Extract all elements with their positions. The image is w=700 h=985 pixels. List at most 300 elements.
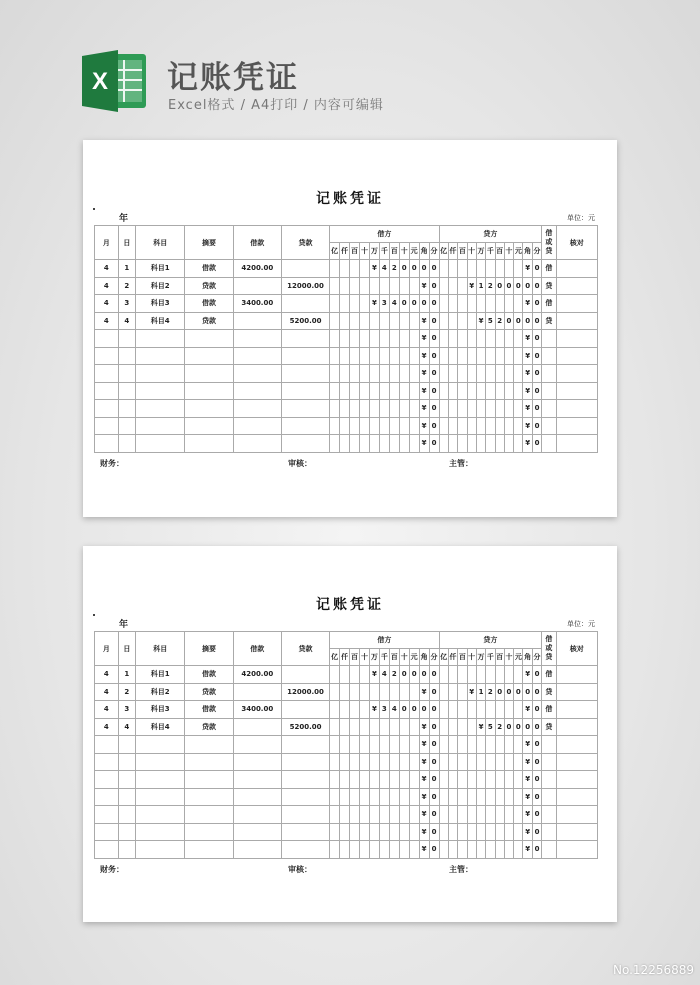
cell-month — [95, 365, 119, 383]
credit-digit-cell: 0 — [514, 718, 523, 736]
debit-digit-cell — [330, 788, 340, 806]
credit-digit-cell — [439, 277, 448, 295]
credit-digit-cell — [448, 382, 457, 400]
digit-header: 千 — [486, 649, 495, 666]
credit-digit-cell — [486, 295, 495, 313]
debit-digit-cell: 0 — [429, 788, 439, 806]
table-row — [95, 365, 598, 383]
debit-digit-cell — [399, 788, 409, 806]
debit-digit-cell — [359, 718, 369, 736]
debit-digit-cell — [379, 365, 389, 383]
cell-day — [118, 382, 135, 400]
cell-credit-amount — [281, 382, 329, 400]
credit-digit-cell — [448, 841, 457, 859]
credit-digit-cell — [476, 806, 485, 824]
debit-digit-cell — [389, 771, 399, 789]
credit-digit-cell — [495, 417, 504, 435]
credit-digit-cell: ¥ — [476, 718, 485, 736]
image-id-watermark: No.12256889 — [613, 963, 694, 977]
debit-digit-cell — [340, 823, 350, 841]
cell-debit-amount — [233, 417, 281, 435]
debit-digit-cell — [409, 330, 419, 348]
cell-check — [556, 701, 597, 719]
debit-digit-cell — [409, 771, 419, 789]
credit-digit-cell — [486, 701, 495, 719]
cell-direction — [542, 330, 556, 348]
debit-digit-cell — [399, 823, 409, 841]
credit-digit-cell: 0 — [514, 312, 523, 330]
debit-digit-cell — [389, 435, 399, 453]
cell-day — [118, 736, 135, 754]
cell-debit-amount: 3400.00 — [233, 295, 281, 313]
digit-header: 元 — [409, 649, 419, 666]
credit-digit-cell — [439, 295, 448, 313]
table-row — [95, 771, 598, 789]
credit-digit-cell — [458, 400, 467, 418]
credit-digit-cell: 5 — [486, 718, 495, 736]
credit-digit-cell — [467, 312, 476, 330]
debit-digit-cell — [369, 771, 379, 789]
cell-credit-amount — [281, 260, 329, 278]
debit-digit-cell — [350, 666, 360, 684]
credit-digit-cell — [486, 435, 495, 453]
debit-digit-cell — [340, 701, 350, 719]
debit-digit-cell — [359, 382, 369, 400]
cell-direction — [542, 841, 556, 859]
credit-digit-cell: 0 — [532, 312, 541, 330]
credit-digit-cell — [495, 771, 504, 789]
cell-check — [556, 295, 597, 313]
debit-digit-cell — [340, 312, 350, 330]
col-credit-amount: 贷款 — [281, 226, 329, 260]
cell-debit-amount — [233, 365, 281, 383]
credit-digit-cell — [467, 736, 476, 754]
credit-digit-cell: ¥ — [523, 701, 532, 719]
cell-day — [118, 400, 135, 418]
digit-header: 十 — [467, 243, 476, 260]
credit-digit-cell — [458, 347, 467, 365]
cell-month — [95, 382, 119, 400]
cell-check — [556, 330, 597, 348]
cell-check — [556, 365, 597, 383]
debit-digit-cell — [409, 823, 419, 841]
table-row — [95, 683, 598, 701]
credit-digit-cell: ¥ — [523, 347, 532, 365]
table-row — [95, 435, 598, 453]
credit-digit-cell — [467, 718, 476, 736]
credit-digit-cell — [448, 823, 457, 841]
debit-digit-cell — [369, 330, 379, 348]
credit-digit-cell — [467, 295, 476, 313]
debit-digit-cell — [350, 718, 360, 736]
cell-summary: 贷款 — [185, 277, 233, 295]
credit-digit-cell — [467, 771, 476, 789]
credit-digit-cell — [476, 400, 485, 418]
digit-header: 十 — [399, 243, 409, 260]
credit-digit-cell — [495, 330, 504, 348]
cell-summary — [185, 736, 233, 754]
credit-digit-cell — [495, 347, 504, 365]
credit-group-header: 贷方 — [439, 632, 542, 649]
credit-digit-cell — [439, 417, 448, 435]
credit-digit-cell — [504, 806, 513, 824]
debit-digit-cell: ¥ — [419, 753, 429, 771]
debit-digit-cell: 0 — [429, 312, 439, 330]
credit-digit-cell: 0 — [504, 312, 513, 330]
debit-digit-cell — [399, 683, 409, 701]
debit-digit-cell — [350, 683, 360, 701]
credit-digit-cell: ¥ — [523, 841, 532, 859]
debit-digit-cell — [379, 312, 389, 330]
debit-digit-cell: 0 — [419, 295, 429, 313]
debit-digit-cell — [359, 666, 369, 684]
cell-subject: 科目1 — [136, 666, 185, 684]
credit-digit-cell — [467, 806, 476, 824]
credit-digit-cell — [448, 701, 457, 719]
debit-digit-cell: 0 — [399, 295, 409, 313]
credit-digit-cell — [467, 365, 476, 383]
cell-check — [556, 382, 597, 400]
debit-digit-cell — [389, 365, 399, 383]
credit-digit-cell — [504, 400, 513, 418]
cell-day — [118, 753, 135, 771]
debit-digit-cell — [399, 382, 409, 400]
debit-digit-cell — [389, 683, 399, 701]
excel-icon-letter: X — [91, 68, 109, 95]
credit-digit-cell — [504, 753, 513, 771]
table-row — [95, 400, 598, 418]
cell-direction — [542, 400, 556, 418]
credit-digit-cell — [439, 683, 448, 701]
credit-digit-cell: ¥ — [523, 365, 532, 383]
debit-group-header: 借方 — [330, 226, 439, 243]
debit-digit-cell: 0 — [419, 260, 429, 278]
cell-summary: 借款 — [185, 260, 233, 278]
debit-digit-cell: 0 — [429, 277, 439, 295]
cell-debit-amount — [233, 312, 281, 330]
credit-digit-cell: 0 — [532, 330, 541, 348]
debit-digit-cell: 0 — [429, 841, 439, 859]
credit-digit-cell: 0 — [532, 736, 541, 754]
credit-digit-cell — [448, 277, 457, 295]
debit-digit-cell: 0 — [429, 823, 439, 841]
cell-debit-amount — [233, 788, 281, 806]
cell-check — [556, 753, 597, 771]
credit-digit-cell — [514, 365, 523, 383]
credit-digit-cell: 0 — [504, 683, 513, 701]
credit-digit-cell — [476, 260, 485, 278]
supervisor-label: 主管： — [449, 459, 473, 468]
debit-digit-cell — [399, 417, 409, 435]
credit-digit-cell — [439, 718, 448, 736]
debit-digit-cell — [379, 823, 389, 841]
credit-digit-cell — [476, 417, 485, 435]
credit-digit-cell: 0 — [532, 666, 541, 684]
debit-digit-cell — [340, 788, 350, 806]
credit-digit-cell — [476, 666, 485, 684]
table-row — [95, 736, 598, 754]
cell-credit-amount: 12000.00 — [281, 277, 329, 295]
table-row — [95, 277, 598, 295]
credit-digit-cell: 0 — [532, 841, 541, 859]
cell-check — [556, 683, 597, 701]
debit-digit-cell — [389, 753, 399, 771]
credit-digit-cell — [495, 295, 504, 313]
cell-credit-amount — [281, 666, 329, 684]
credit-digit-cell — [486, 823, 495, 841]
credit-digit-cell — [439, 666, 448, 684]
cell-debit-amount — [233, 806, 281, 824]
credit-digit-cell: ¥ — [523, 666, 532, 684]
credit-digit-cell — [514, 841, 523, 859]
digit-header: 千 — [379, 243, 389, 260]
credit-digit-cell — [504, 417, 513, 435]
digit-header: 百 — [495, 243, 504, 260]
debit-digit-cell — [389, 718, 399, 736]
cell-check — [556, 435, 597, 453]
digit-header: 角 — [523, 243, 532, 260]
credit-digit-cell — [486, 788, 495, 806]
debit-digit-cell — [409, 736, 419, 754]
credit-digit-cell — [486, 347, 495, 365]
voucher-sheet — [83, 140, 617, 517]
cell-summary — [185, 382, 233, 400]
credit-digit-cell: ¥ — [523, 330, 532, 348]
credit-digit-cell — [476, 701, 485, 719]
credit-digit-cell — [486, 260, 495, 278]
credit-digit-cell: 0 — [532, 435, 541, 453]
cell-credit-amount — [281, 435, 329, 453]
digit-header: 亿 — [439, 243, 448, 260]
credit-digit-cell — [486, 365, 495, 383]
debit-digit-cell — [330, 365, 340, 383]
credit-digit-cell — [448, 347, 457, 365]
debit-digit-cell — [350, 435, 360, 453]
credit-digit-cell — [495, 841, 504, 859]
finance-label: 财务： — [100, 459, 124, 468]
marker-dot — [93, 208, 95, 210]
credit-digit-cell — [476, 382, 485, 400]
credit-digit-cell — [476, 788, 485, 806]
table-row — [95, 347, 598, 365]
cell-subject — [136, 823, 185, 841]
debit-digit-cell — [399, 312, 409, 330]
cell-summary — [185, 435, 233, 453]
cell-debit-amount — [233, 347, 281, 365]
debit-digit-cell — [330, 382, 340, 400]
cell-month: 4 — [95, 701, 119, 719]
credit-digit-cell — [458, 753, 467, 771]
debit-digit-cell — [350, 400, 360, 418]
credit-digit-cell — [504, 260, 513, 278]
debit-digit-cell — [379, 806, 389, 824]
credit-digit-cell — [458, 417, 467, 435]
debit-digit-cell: ¥ — [419, 347, 429, 365]
table-row — [95, 788, 598, 806]
debit-digit-cell — [389, 417, 399, 435]
debit-digit-cell: 0 — [429, 347, 439, 365]
debit-digit-cell — [350, 330, 360, 348]
cell-subject — [136, 400, 185, 418]
cell-check — [556, 400, 597, 418]
cell-month: 4 — [95, 312, 119, 330]
debit-digit-cell — [359, 260, 369, 278]
credit-digit-cell — [448, 295, 457, 313]
credit-digit-cell — [439, 823, 448, 841]
cell-check — [556, 823, 597, 841]
credit-digit-cell — [495, 365, 504, 383]
credit-digit-cell — [458, 365, 467, 383]
debit-digit-cell: 4 — [389, 295, 399, 313]
credit-digit-cell — [504, 295, 513, 313]
credit-digit-cell — [458, 788, 467, 806]
debit-digit-cell — [330, 736, 340, 754]
digit-header: 十 — [504, 649, 513, 666]
credit-digit-cell: ¥ — [523, 823, 532, 841]
cell-day: 2 — [118, 683, 135, 701]
cell-summary — [185, 365, 233, 383]
credit-digit-cell: ¥ — [523, 417, 532, 435]
cell-credit-amount — [281, 841, 329, 859]
credit-digit-cell — [448, 753, 457, 771]
debit-digit-cell — [379, 400, 389, 418]
cell-month — [95, 806, 119, 824]
credit-digit-cell: 0 — [532, 753, 541, 771]
debit-digit-cell: 0 — [419, 666, 429, 684]
digit-header: 万 — [476, 649, 485, 666]
credit-digit-cell — [476, 347, 485, 365]
credit-digit-cell — [514, 382, 523, 400]
marker-dot — [93, 614, 95, 616]
cell-month — [95, 788, 119, 806]
credit-digit-cell — [448, 788, 457, 806]
cell-debit-amount — [233, 277, 281, 295]
digit-header: 十 — [359, 243, 369, 260]
cell-direction — [542, 823, 556, 841]
debit-digit-cell — [359, 823, 369, 841]
cell-month: 4 — [95, 683, 119, 701]
cell-check — [556, 347, 597, 365]
credit-digit-cell — [448, 666, 457, 684]
credit-digit-cell — [486, 400, 495, 418]
debit-digit-cell — [340, 841, 350, 859]
credit-digit-cell: 0 — [532, 806, 541, 824]
table-row — [95, 417, 598, 435]
credit-digit-cell: 0 — [532, 382, 541, 400]
debit-digit-cell — [340, 417, 350, 435]
debit-digit-cell — [359, 347, 369, 365]
debit-digit-cell — [379, 435, 389, 453]
year-label: 年 — [119, 214, 129, 224]
debit-digit-cell — [389, 736, 399, 754]
credit-digit-cell — [495, 753, 504, 771]
credit-digit-cell — [504, 771, 513, 789]
credit-digit-cell — [495, 666, 504, 684]
credit-digit-cell — [504, 788, 513, 806]
cell-month — [95, 330, 119, 348]
table-row — [95, 382, 598, 400]
credit-digit-cell: 0 — [532, 260, 541, 278]
credit-digit-cell — [514, 260, 523, 278]
credit-digit-cell — [476, 771, 485, 789]
digit-header: 百 — [350, 243, 360, 260]
credit-digit-cell — [514, 788, 523, 806]
credit-digit-cell: ¥ — [523, 295, 532, 313]
credit-digit-cell — [495, 823, 504, 841]
digit-header: 分 — [532, 243, 541, 260]
debit-digit-cell — [409, 718, 419, 736]
debit-digit-cell: 0 — [429, 771, 439, 789]
debit-digit-cell: 3 — [379, 701, 389, 719]
cell-month — [95, 736, 119, 754]
cell-day — [118, 823, 135, 841]
digit-header: 仟 — [448, 243, 457, 260]
digit-header: 千 — [379, 649, 389, 666]
credit-digit-cell — [439, 435, 448, 453]
debit-digit-cell — [389, 330, 399, 348]
digit-header: 百 — [458, 649, 467, 666]
credit-digit-cell — [458, 823, 467, 841]
credit-digit-cell — [448, 400, 457, 418]
cell-check — [556, 417, 597, 435]
credit-digit-cell — [448, 312, 457, 330]
col-check: 核对 — [556, 632, 597, 666]
credit-digit-cell — [514, 771, 523, 789]
credit-digit-cell — [504, 736, 513, 754]
cell-check — [556, 841, 597, 859]
debit-digit-cell: 4 — [379, 666, 389, 684]
cell-check — [556, 666, 597, 684]
debit-digit-cell: ¥ — [419, 718, 429, 736]
cell-month: 4 — [95, 295, 119, 313]
debit-digit-cell — [369, 400, 379, 418]
debit-digit-cell — [330, 771, 340, 789]
cell-credit-amount — [281, 347, 329, 365]
debit-digit-cell: 3 — [379, 295, 389, 313]
digit-header: 分 — [429, 649, 439, 666]
cell-credit-amount: 5200.00 — [281, 718, 329, 736]
debit-digit-cell — [340, 400, 350, 418]
cell-credit-amount — [281, 365, 329, 383]
debit-digit-cell — [359, 277, 369, 295]
cell-summary — [185, 788, 233, 806]
credit-digit-cell — [476, 435, 485, 453]
credit-digit-cell — [514, 400, 523, 418]
cell-check — [556, 718, 597, 736]
cell-credit-amount — [281, 400, 329, 418]
credit-digit-cell — [467, 701, 476, 719]
debit-digit-cell — [359, 683, 369, 701]
credit-digit-cell — [458, 277, 467, 295]
debit-digit-cell: ¥ — [419, 277, 429, 295]
credit-digit-cell — [439, 382, 448, 400]
debit-digit-cell — [369, 841, 379, 859]
credit-digit-cell: ¥ — [523, 788, 532, 806]
cell-day — [118, 806, 135, 824]
debit-digit-cell — [409, 806, 419, 824]
credit-digit-cell — [514, 823, 523, 841]
digit-header: 分 — [429, 243, 439, 260]
debit-digit-cell — [359, 753, 369, 771]
debit-group-header: 借方 — [330, 632, 439, 649]
credit-digit-cell: 0 — [514, 683, 523, 701]
cell-debit-amount — [233, 736, 281, 754]
credit-digit-cell — [495, 806, 504, 824]
col-month: 月 — [95, 226, 119, 260]
cell-day: 4 — [118, 718, 135, 736]
debit-digit-cell — [340, 260, 350, 278]
debit-digit-cell — [389, 277, 399, 295]
